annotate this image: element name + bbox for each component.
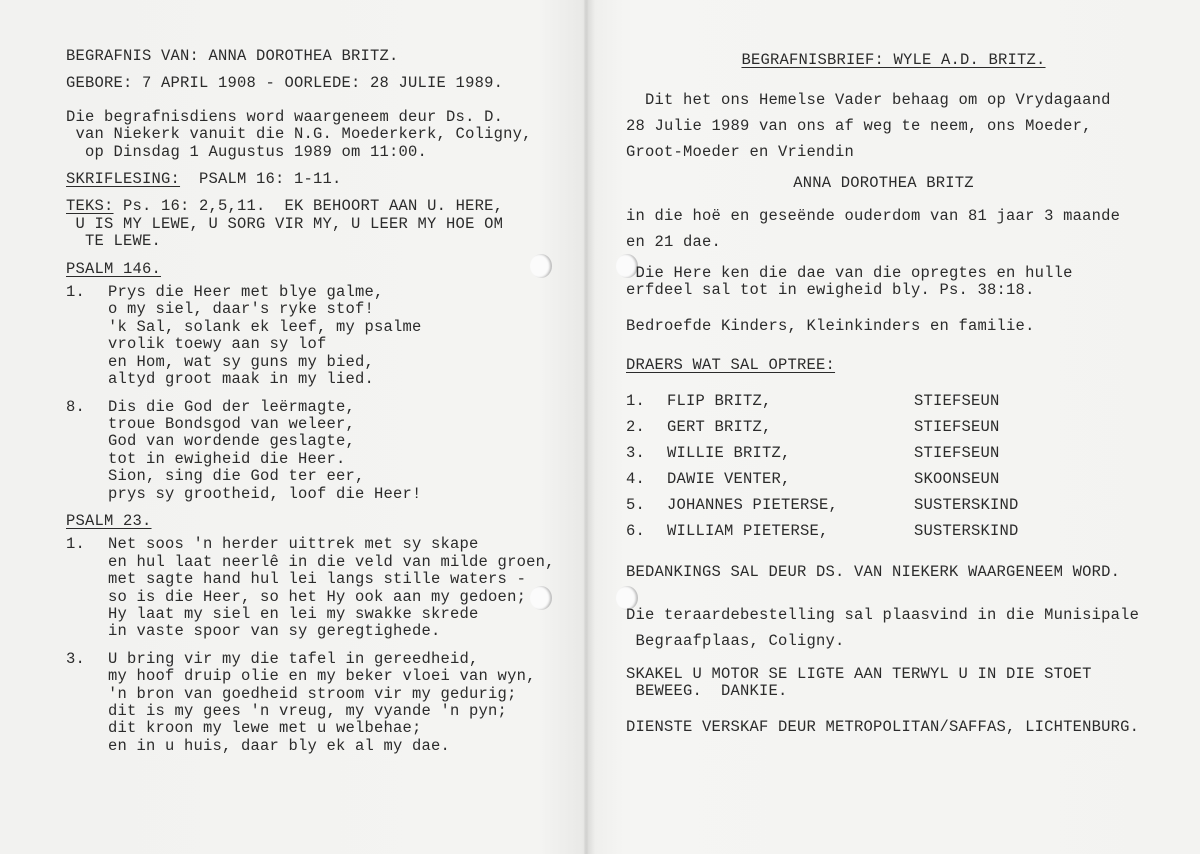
bearer-row <box>626 466 1191 492</box>
verse-number: 8. <box>66 397 86 416</box>
verse-line: o my siel, daar's ryke stof! <box>108 300 375 319</box>
bearer-row <box>626 518 1191 544</box>
verse-line: Prys die Heer met blye galme, <box>108 283 384 302</box>
psalm-23-verse <box>66 651 586 755</box>
sermon-text-line: TE LEWE. <box>66 232 162 251</box>
verse-line: en hul laat neerlê in die veld van milde groen, <box>108 552 555 571</box>
bearer-name: DAWIE VENTER, <box>667 469 791 488</box>
verse-line: vrolik toewy aan sy lof <box>108 335 327 354</box>
thanks-line: BEDANKINGS SAL DEUR DS. VAN NIEKERK WAARGENEEM WORD. <box>626 563 1121 582</box>
verse-line: so is die Heer, so het Hy ook aan my gedoen; <box>108 587 527 606</box>
sermon-text <box>66 198 586 250</box>
scripture-verse <box>626 265 1191 300</box>
bearer-name: GERT BRITZ, <box>667 417 772 436</box>
scripture-reading-text: PSALM 16: 1-11. <box>180 170 342 189</box>
bearer-row <box>626 492 1191 518</box>
verse-line: dit kroon my lewe met u welbehae; <box>108 719 422 738</box>
bearer-name: JOHANNES PIETERSE, <box>667 495 839 514</box>
sermon-text-line: Ps. 16: 2,5,11. EK BEHOORT AAN U. HERE, <box>113 197 504 216</box>
bearers-heading: DRAERS WAT SAL OPTREE: <box>626 356 836 375</box>
verse-line: troue Bondsgod van weleer, <box>108 414 356 433</box>
lights-line: SKAKEL U MOTOR SE LIGTE AAN TERWYL U IN DIE STOET <box>626 664 1092 683</box>
service-line: van Niekerk vanuit die N.G. Moederkerk, Coligny, <box>66 125 532 144</box>
verse-line: 'n bron van goedheid stroom vir my gedurig; <box>108 684 517 703</box>
service-info <box>66 109 586 161</box>
birth-death-dates: GEBORE: 7 APRIL 1908 - OORLEDE: 28 JULIE 1989. <box>66 74 504 93</box>
bearer-relation: STIEFSEUN <box>914 417 1000 436</box>
verse-line: altyd groot maak in my lied. <box>108 370 375 389</box>
bearer-relation: SUSTERSKIND <box>914 521 1019 540</box>
age-line: en 21 dae. <box>626 232 722 251</box>
right-page <box>626 52 1191 736</box>
bearer-name: WILLIAM PIETERSE, <box>667 521 829 540</box>
bearer-number: 1. <box>626 391 646 410</box>
bearers-list <box>626 388 1191 544</box>
verse-line: erfdeel sal tot in ewigheid bly. Ps. 38:18. <box>626 281 1035 300</box>
bearer-name: FLIP BRITZ, <box>667 391 772 410</box>
verse-line: 'k Sal, solank ek leef, my psalme <box>108 317 422 336</box>
verse-line: Die Here ken die dae van die opregtes en hulle <box>626 263 1073 282</box>
verse-line: Dis die God der leërmagte, <box>108 397 356 416</box>
lights-line: BEWEEG. DANKIE. <box>626 682 788 701</box>
psalm-146-verse <box>66 284 586 388</box>
verse-number: 1. <box>66 283 86 302</box>
psalm-23-verse <box>66 536 586 640</box>
bearer-relation: SUSTERSKIND <box>914 495 1019 514</box>
age-paragraph <box>626 203 1191 255</box>
letter-title: BEGRAFNISBRIEF: WYLE A.D. BRITZ. <box>741 51 1046 69</box>
verse-line: en Hom, wat sy guns my bied, <box>108 352 375 371</box>
services-by-line: DIENSTE VERSKAF DEUR METROPOLITAN/SAFFAS, LICHTENBURG. <box>626 717 1140 736</box>
mourners-line: Bedroefde Kinders, Kleinkinders en familie. <box>626 316 1035 335</box>
bearer-number: 3. <box>626 443 646 462</box>
verse-number: 1. <box>66 535 86 554</box>
bearer-row <box>626 388 1191 414</box>
burial-line: Begraafplaas, Coligny. <box>626 631 845 650</box>
bearer-relation: SKOONSEUN <box>914 469 1000 488</box>
bearer-name: WILLIE BRITZ, <box>667 443 791 462</box>
bearer-row <box>626 414 1191 440</box>
verse-line: in vaste spoor van sy geregtighede. <box>108 622 441 641</box>
left-page <box>66 48 586 755</box>
bearer-row <box>626 440 1191 466</box>
verse-line: my hoof druip olie en my beker vloei van wyn, <box>108 667 536 686</box>
intro-line: 28 Julie 1989 van ons af weg te neem, ons Moeder, <box>626 117 1092 136</box>
sermon-text-line: U IS MY LEWE, U SORG VIR MY, U LEER MY HOE OM <box>66 214 504 233</box>
verse-line: Sion, sing die God ter eer, <box>108 467 365 486</box>
bearer-number: 2. <box>626 417 646 436</box>
verse-line: en in u huis, daar bly ek al my dae. <box>108 736 451 755</box>
bearer-number: 4. <box>626 469 646 488</box>
age-line: in die hoë en geseënde ouderdom van 81 jaar 3 maande <box>626 206 1121 225</box>
bearer-number: 5. <box>626 495 646 514</box>
sermon-text-label: TEKS: <box>66 197 114 216</box>
bearer-number: 6. <box>626 521 646 540</box>
verse-line: God van wordende geslagte, <box>108 432 356 451</box>
verse-number: 3. <box>66 649 86 668</box>
service-line: Die begrafnisdiens word waargeneem deur Ds. D. <box>66 107 504 126</box>
deceased-name: ANNA DOROTHEA BRITZ <box>793 174 974 193</box>
scripture-reading-label: SKRIFLESING: <box>66 170 181 189</box>
burial-line: Die teraardebestelling sal plaasvind in die Munisipale <box>626 605 1140 624</box>
intro-line: Groot-Moeder en Vriendin <box>626 143 855 162</box>
lights-notice <box>626 666 1191 701</box>
bearer-relation: STIEFSEUN <box>914 391 1000 410</box>
bearer-relation: STIEFSEUN <box>914 443 1000 462</box>
verse-line: tot in ewigheid die Heer. <box>108 449 346 468</box>
psalm-146-verse <box>66 399 586 503</box>
psalm-23-heading: PSALM 23. <box>66 511 152 530</box>
funeral-title: BEGRAFNIS VAN: ANNA DOROTHEA BRITZ. <box>66 47 399 65</box>
verse-line: Hy laat my siel en lei my swakke skrede <box>108 604 479 623</box>
intro-paragraph <box>626 87 1191 165</box>
burial-info <box>626 602 1191 654</box>
verse-line: U bring vir my die tafel in gereedheid, <box>108 649 479 668</box>
verse-line: met sagte hand hul lei langs stille waters - <box>108 570 527 589</box>
verse-line: Net soos 'n herder uittrek met sy skape <box>108 535 479 554</box>
verse-line: prys sy grootheid, loof die Heer! <box>108 484 422 503</box>
intro-line: Dit het ons Hemelse Vader behaag om op Vrydagaand <box>626 91 1111 110</box>
verse-line: dit is my gees 'n vreug, my vyande 'n pyn; <box>108 702 508 720</box>
scripture-reading <box>66 171 586 188</box>
psalm-146-heading: PSALM 146. <box>66 259 162 278</box>
service-line: op Dinsdag 1 Augustus 1989 om 11:00. <box>66 142 428 161</box>
